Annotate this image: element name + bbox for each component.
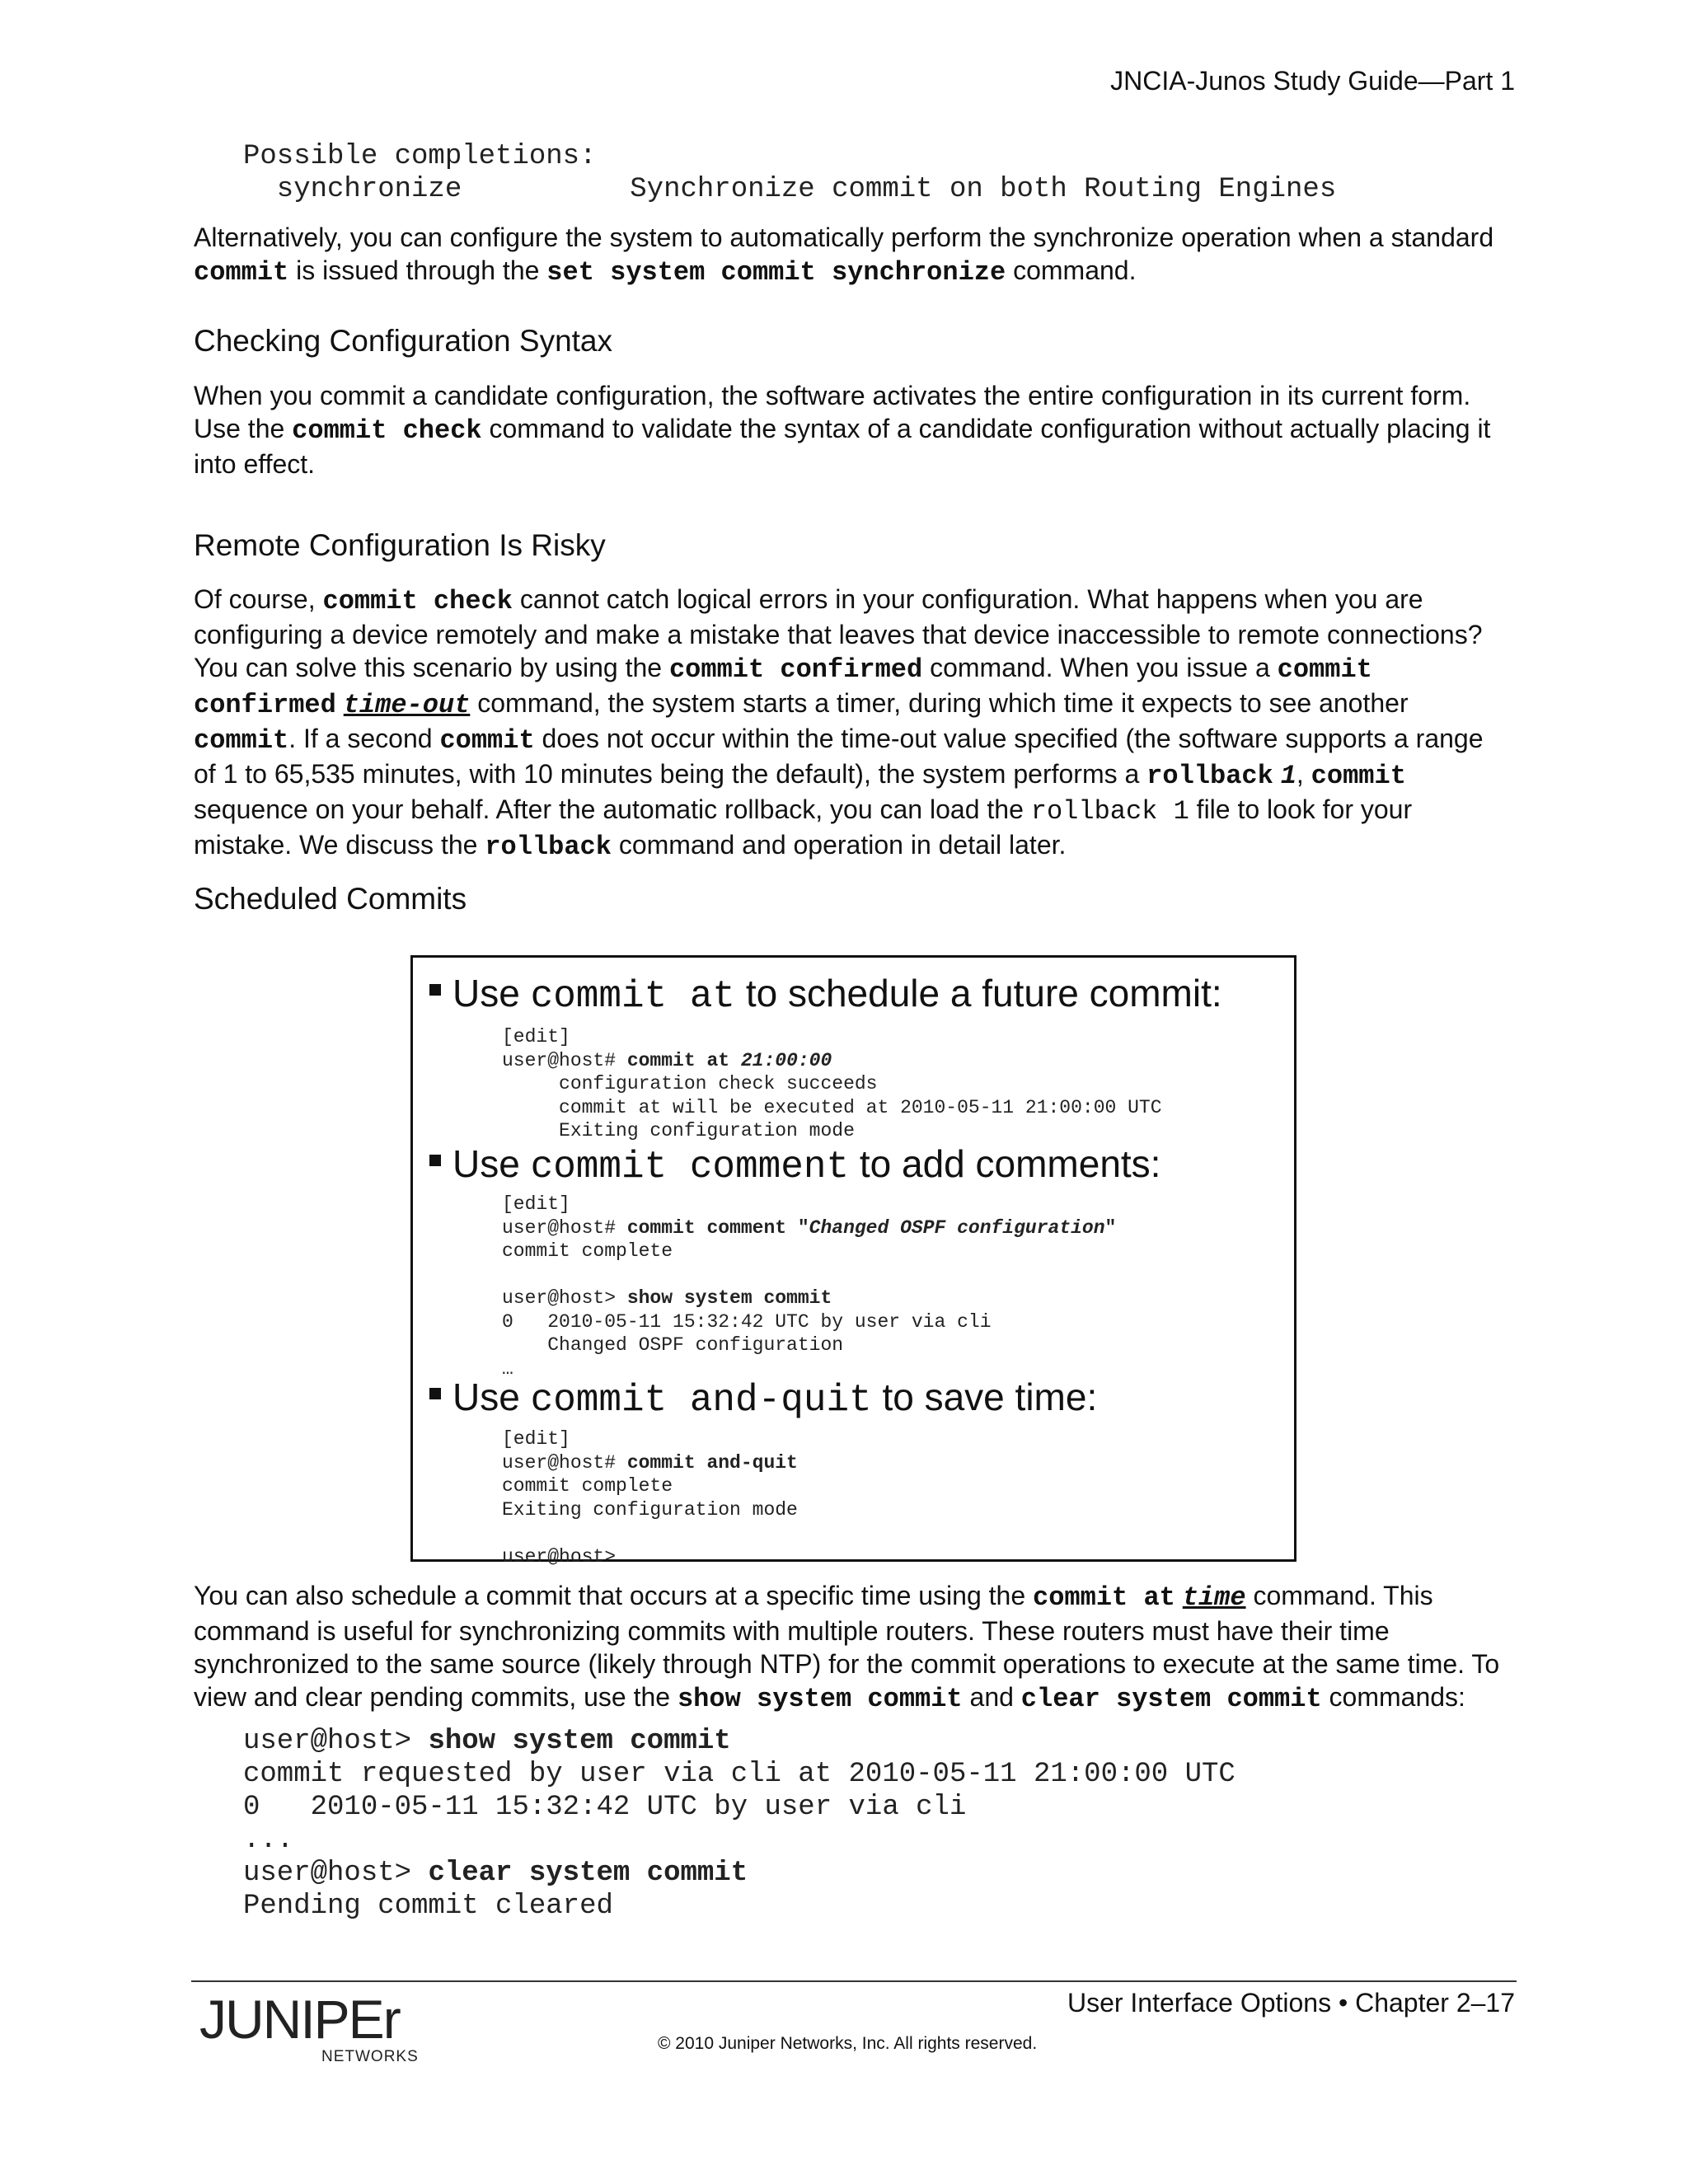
text: to add comments: — [849, 1142, 1161, 1185]
prompt: user@host# — [502, 1451, 627, 1474]
terminal-line: [edit] — [502, 1193, 570, 1215]
text: cannot catch logical errors in your configuration. What happens when you are configuring a device remotely and make a mistake that leaves that device inaccessible to remote connections? You can solve this scenario by using the — [194, 584, 1483, 682]
bullet-commit-comment — [429, 1141, 1160, 1188]
terminal-line: 0 2010-05-11 15:32:42 UTC by user via cli — [502, 1310, 992, 1333]
text: . If a second — [288, 724, 440, 753]
text: Use — [452, 1142, 531, 1185]
text: Alternatively, you can configure the system to automatically perform the synchronize operation when a standard — [194, 223, 1494, 252]
argument: 21:00:00 — [740, 1049, 832, 1071]
terminal-line-blank — [502, 1521, 798, 1545]
footer-chapter: User Interface Options • Chapter 2–17 — [1067, 1988, 1515, 2018]
paragraph-commit-confirmed — [194, 583, 1512, 864]
inline-code-variable: time-out — [343, 690, 471, 720]
text: sequence on your behalf. After the automatic rollback, you can load the — [194, 794, 1031, 824]
text: to save time: — [871, 1376, 1098, 1418]
inline-code: rollback — [485, 832, 612, 862]
text: and — [962, 1682, 1021, 1712]
terminal-line: commit complete — [502, 1475, 673, 1497]
code-line: 0 2010-05-11 15:32:42 UTC by user via cli — [243, 1792, 967, 1823]
prompt: user@host> — [243, 1726, 429, 1757]
inline-code-variable: time — [1182, 1582, 1246, 1613]
inline-code: commit confirmed — [194, 654, 1372, 720]
terminal-line: commit at will be executed at 2010-05-11 21:00:00 UTC — [502, 1096, 1162, 1118]
command: show system commit — [626, 1287, 832, 1309]
inline-code: commit and-quit — [530, 1379, 872, 1422]
terminal-line: configuration check succeeds — [502, 1073, 878, 1094]
paragraph-synchronize — [194, 221, 1512, 289]
terminal-line: [edit] — [502, 1026, 570, 1047]
text: command and operation in detail later. — [611, 830, 1067, 860]
prompt: user@host# — [502, 1216, 627, 1239]
possible-completions-code — [243, 140, 1336, 206]
terminal-line: Exiting configuration mode — [502, 1120, 855, 1141]
bullet-square-icon — [429, 1155, 441, 1166]
terminal-commit-at — [502, 1025, 1162, 1143]
terminal-line: Changed OSPF configuration — [502, 1334, 844, 1356]
inline-code: commit — [1311, 761, 1406, 791]
command: commit comment " — [626, 1216, 809, 1239]
command: commit at — [626, 1049, 741, 1071]
inline-code: commit — [194, 257, 289, 288]
text: command. — [1006, 255, 1137, 285]
page-header-title: JNCIA-Junos Study Guide—Part 1 — [1110, 66, 1515, 96]
scheduled-commits-slide — [410, 955, 1296, 1568]
text: command to validate the syntax of a candidate configuration without actually placing it into effect. — [194, 414, 1491, 479]
terminal-line — [502, 1216, 1116, 1240]
text: file to look for your mistake. We discuss the — [194, 794, 1413, 860]
inline-code-variable: 1 — [1280, 761, 1296, 791]
terminal-line-blank — [502, 1263, 1116, 1287]
text: command, the system starts a timer, during which time it expects to see another — [470, 688, 1409, 718]
terminal-line: user@host> — [502, 1545, 617, 1568]
inline-code-filename: rollback 1 — [1030, 796, 1189, 827]
logo-subtitle: NETWORKS — [321, 2048, 419, 2064]
bullet-commit-at — [429, 971, 1222, 1018]
juniper-logo — [198, 1990, 445, 2064]
terminal-line — [502, 1049, 1162, 1073]
code-line: ... — [243, 1825, 294, 1856]
inline-code: commit — [194, 725, 289, 756]
inline-code: clear system commit — [1020, 1684, 1322, 1714]
section-heading-syntax: Checking Configuration Syntax — [194, 324, 613, 358]
terminal-commit-and-quit — [502, 1427, 798, 1568]
inline-code: commit comment — [530, 1146, 850, 1188]
terminal-line — [502, 1451, 798, 1475]
text: does not occur within the time-out value specified (the software supports a range of 1 to 65,535 minutes, with 10 minutes being the default), the system performs a — [194, 724, 1484, 789]
terminal-line — [502, 1286, 1116, 1310]
inline-code: set system commit synchronize — [546, 257, 1006, 288]
terminal-line: [edit] — [502, 1428, 570, 1450]
text: You can also schedule a commit that occurs at a specific time using the — [194, 1581, 1034, 1610]
paragraph-commit-at-time — [194, 1579, 1512, 1716]
terminal-line: … — [502, 1357, 513, 1380]
code-line: Pending commit cleared — [243, 1891, 613, 1922]
terminal-commit-comment — [502, 1193, 1116, 1380]
text: command. This command is useful for synchronizing commits with multiple routers. These routers must have their time synchronized to the same source (likely through NTP) for the commit operations to execute at the same time. To view and clear pending commits, use the — [194, 1581, 1500, 1712]
command: clear system commit — [428, 1858, 748, 1889]
code-line: Possible completions: — [243, 141, 597, 172]
prompt: user@host# — [502, 1049, 627, 1071]
inline-code: commit check — [322, 586, 513, 616]
footer-divider — [191, 1980, 1517, 1982]
inline-code: commit — [439, 725, 535, 756]
argument: Changed OSPF configuration — [809, 1216, 1105, 1239]
text: to schedule a future commit: — [735, 972, 1222, 1015]
command: commit and-quit — [626, 1451, 798, 1474]
prompt: user@host> — [243, 1858, 429, 1889]
inline-code: commit confirmed — [668, 654, 923, 685]
inline-code: show system commit — [677, 1684, 963, 1714]
text: Use — [452, 1376, 531, 1418]
inline-code: commit at — [530, 975, 736, 1018]
text: Use — [452, 972, 531, 1015]
bullet-commit-and-quit — [429, 1375, 1097, 1422]
prompt: user@host> — [502, 1287, 627, 1309]
footer-copyright: © 2010 Juniper Networks, Inc. All rights reserved. — [658, 2034, 1038, 2053]
command: show system commit — [428, 1726, 731, 1757]
code-line — [243, 1725, 1236, 1758]
show-clear-commit-code — [243, 1725, 1236, 1923]
text: , — [1296, 759, 1311, 789]
inline-code: rollback — [1146, 761, 1273, 791]
logo-wordmark: JUNIPEr — [199, 1990, 400, 2050]
text: command. When you issue a — [922, 653, 1278, 682]
code-line — [243, 1857, 1236, 1890]
text: When you commit a candidate configuration, the software activates the entire configuration in its current form. Use the — [194, 381, 1471, 443]
terminal-line: Exiting configuration mode — [502, 1498, 798, 1521]
command: " — [1104, 1216, 1117, 1239]
code-line: commit requested by user via cli at 2010-05-11 21:00:00 UTC — [243, 1759, 1236, 1790]
section-heading-scheduled: Scheduled Commits — [194, 882, 467, 916]
section-heading-remote: Remote Configuration Is Risky — [194, 528, 606, 562]
paragraph-commit-check — [194, 379, 1512, 480]
text: is issued through the — [288, 255, 547, 285]
inline-code: commit check — [292, 415, 482, 446]
code-line: synchronize Synchronize commit on both Routing Engines — [243, 174, 1337, 205]
bullet-square-icon — [429, 1388, 441, 1399]
text: Of course, — [194, 584, 323, 614]
text: commands: — [1321, 1682, 1465, 1712]
bullet-square-icon — [429, 984, 441, 996]
inline-code: commit at — [1033, 1582, 1175, 1613]
terminal-line: commit complete — [502, 1240, 673, 1262]
